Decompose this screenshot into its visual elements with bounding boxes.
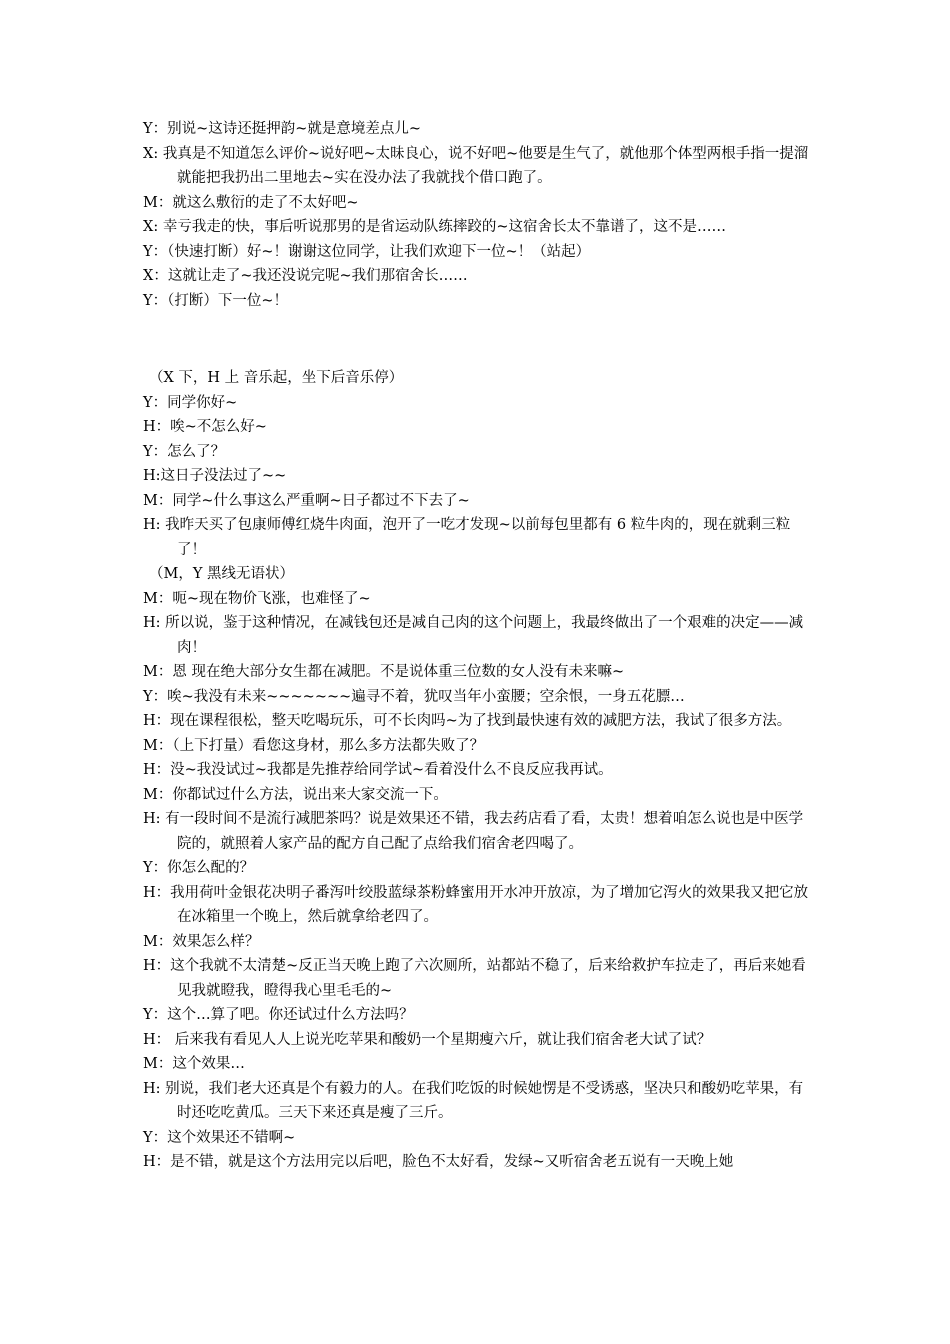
dialogue-line: M：呃~现在物价飞涨，也难怪了~: [143, 590, 371, 607]
dialogue-line: M：这个效果…: [143, 1056, 245, 1072]
dialogue-line: Y：怎么了？: [143, 443, 226, 460]
dialogue-line: H：现在课程很松，整天吃喝玩乐，可不长肉吗~为了找到最快速有效的减肥方法，我试了很多方法。: [143, 713, 792, 729]
dialogue-line: H: 所以说，鉴于这种情况，在减钱包还是减自己肉的这个问题上，我最终做出了一个艰难的决定——减肉！: [143, 615, 804, 656]
dialogue-line: H: 我昨天买了包康师傅红烧牛肉面，泡开了一吃才发现~以前每包里都有 6 粒牛肉的，现在就剩三粒了！: [143, 517, 791, 558]
stage-direction: （M，Y 黑线无语状）: [149, 566, 295, 582]
dialogue-line: X: 我真是不知道怎么评价~说好吧~太昧良心，说不好吧~他要是生气了，就他那个体型两根手指一提溜就能把我扔出二里地去~实在没办法了我就找个借口跑了。: [143, 145, 809, 186]
dialogue-line: Y：（快速打断）好~！谢谢这位同学，让我们欢迎下一位~！（站起）: [143, 243, 591, 260]
dialogue-line: X: 幸亏我走的快，事后听说那男的是省运动队练摔跤的~这宿舍长太不靠谱了，这不是……: [143, 219, 726, 235]
dialogue-line: H：没~我没试过~我都是先推荐给同学试~看着没什么不良反应我再试。: [143, 762, 613, 778]
dialogue-line: H：这个我就不太清楚~反正当天晚上跑了六次厕所，站都站不稳了，后来给救护车拉走了，再后来她看见我就瞪我，瞪得我心里毛毛的~: [143, 958, 806, 999]
dialogue-line: X：这就让走了~我还没说完呢~我们那宿舍长……: [143, 268, 468, 284]
dialogue-line: H: 别说，我们老大还真是个有毅力的人。在我们吃饭的时候她愣是不受诱惑，坚决只和酸奶吃苹果，有时还吃吃黄瓜。三天下来还真是瘦了三斤。: [143, 1080, 804, 1121]
dialogue-line: Y：你怎么配的？: [143, 860, 255, 876]
dialogue-line: H： 后来我有看见人人上说光吃苹果和酸奶一个星期瘦六斤，就让我们宿舍老大试了试？: [143, 1031, 712, 1048]
dialogue-line: H：我用荷叶金银花决明子番泻叶绞股蓝绿茶粉蜂蜜用开水冲开放凉，为了增加它泻火的效果我又把它放在冰箱里一个晚上，然后就拿给老四了。: [143, 884, 809, 925]
dialogue-line: H：是不错，就是这个方法用完以后吧，脸色不太好看，发绿~又听宿舍老五说有一天晚上她: [143, 1154, 734, 1170]
dialogue-line: H: 有一段时间不是流行减肥茶吗？说是效果还不错，我去药店看了看，太贵！想着咱怎么说也是中医学院的，就照着人家产品的配方自己配了点给我们宿舍老四喝了。: [143, 811, 804, 852]
dialogue-line: Y：别说~这诗还挺押韵~就是意境差点儿~: [143, 121, 422, 137]
dialogue-line: M：恩 现在绝大部分女生都在减肥。不是说体重三位数的女人没有未来嘛~: [143, 664, 625, 680]
dialogue-line: Y：这个…算了吧。你还试过什么方法吗？: [143, 1007, 414, 1023]
dialogue-line: M：同学~什么事这么严重啊~日子都过不下去了~: [143, 492, 470, 509]
dialogue-block-1: [143, 117, 811, 313]
dialogue-line: Y：这个效果还不错啊~: [143, 1129, 296, 1146]
dialogue-line: M：就这么敷衍的走了不太好吧~: [143, 194, 359, 211]
dialogue-line: H：唉~不怎么好~: [143, 419, 267, 435]
dialogue-line: M：你都试过什么方法，说出来大家交流一下。: [143, 786, 448, 803]
dialogue-line: M：效果怎么样？: [143, 933, 260, 950]
stage-direction: （X 下，H 上 音乐起，坐下后音乐停）: [149, 370, 404, 386]
dialogue-line: Y：同学你好~: [143, 394, 238, 411]
dialogue-line: Y：唉~我没有未来~~~~~~~遍寻不着，犹叹当年小蛮腰；空余恨，一身五花膘…: [143, 688, 685, 705]
dialogue-line: Y：（打断）下一位~！: [143, 292, 288, 309]
dialogue-block-2: [143, 366, 811, 1175]
dialogue-line: M：（上下打量）看您这身材，那么多方法都失败了？: [143, 737, 485, 754]
dialogue-line: H:这日子没法过了~~: [143, 468, 287, 484]
